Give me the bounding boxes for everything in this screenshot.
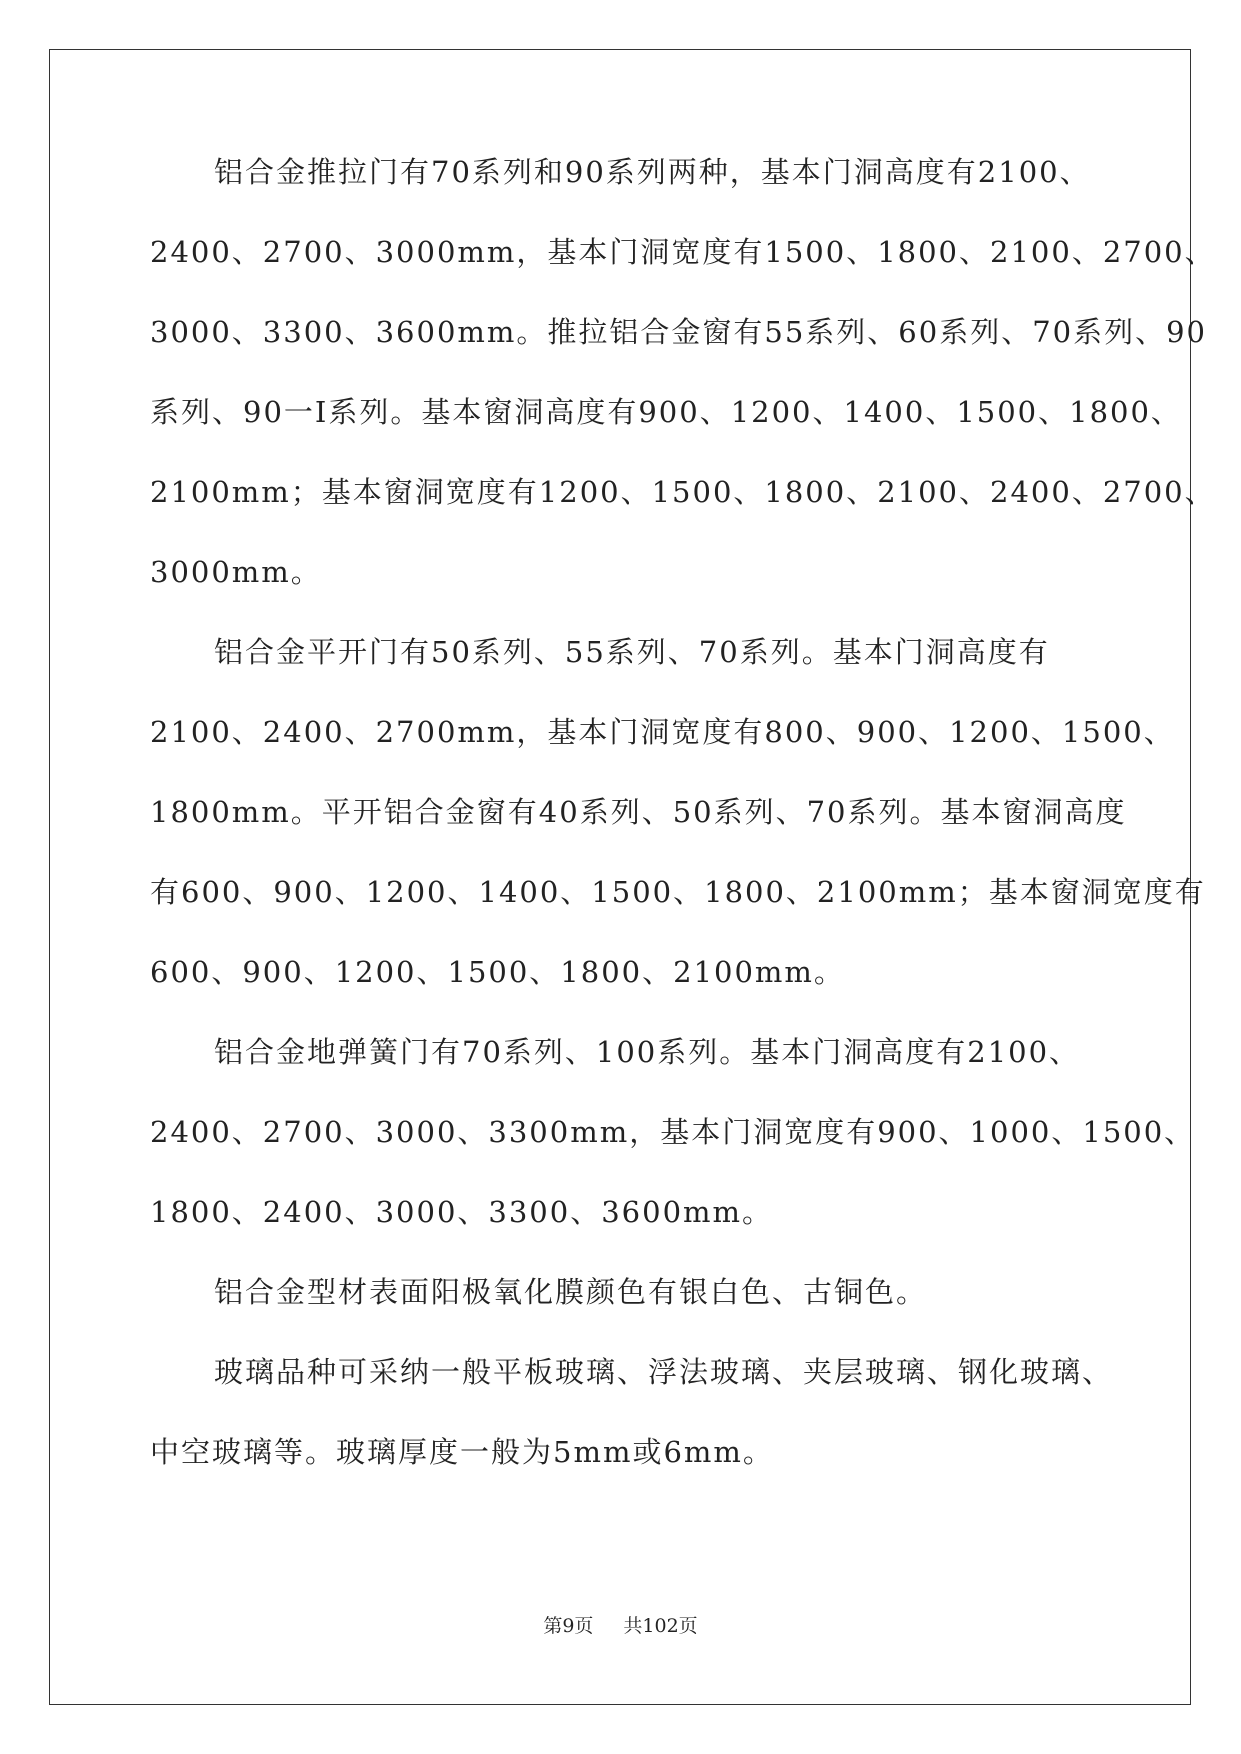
paragraph-2-line-4: 有600、900、1200、1400、1500、1800、2100mm；基本窗洞宽度有 — [150, 875, 1206, 909]
paragraph-5-line-1: 玻璃品种可采纳一般平板玻璃、浮法玻璃、夹层玻璃、钢化玻璃、 — [214, 1355, 1114, 1389]
paragraph-2-line-1: 铝合金平开门有50系列、55系列、70系列。基本门洞高度有 — [214, 635, 1050, 669]
paragraph-3-line-3: 1800、2400、3000、3300、3600mm。 — [150, 1195, 774, 1229]
paragraph-2-line-2: 2100、2400、2700mm，基本门洞宽度有800、900、1200、1500、 — [150, 715, 1175, 749]
paragraph-2-line-5: 600、900、1200、1500、1800、2100mm。 — [150, 955, 845, 989]
paragraph-4-line-1: 铝合金型材表面阳极氧化膜颜色有银白色、古铜色。 — [214, 1275, 928, 1309]
paragraph-2-line-3: 1800mm。平开铝合金窗有40系列、50系列、70系列。基本窗洞高度 — [150, 795, 1127, 829]
paragraph-1-line-6: 3000mm。 — [150, 555, 322, 589]
paragraph-3-line-2: 2400、2700、3000、3300mm，基本门洞宽度有900、1000、1500、 — [150, 1115, 1196, 1149]
paragraph-1-line-3: 3000、3300、3600mm。推拉铝合金窗有55系列、60系列、70系列、90 — [150, 315, 1208, 349]
paragraph-1-line-5: 2100mm；基本窗洞宽度有1200、1500、1800、2100、2400、2700、 — [150, 475, 1216, 509]
page-total: 共102页 — [623, 1615, 698, 1637]
paragraph-5-line-2: 中空玻璃等。玻璃厚度一般为5mm或6mm。 — [150, 1435, 774, 1469]
paragraph-1-line-2: 2400、2700、3000mm，基本门洞宽度有1500、1800、2100、2700、 — [150, 235, 1216, 269]
page-footer — [0, 1611, 1241, 1638]
paragraph-3-line-1: 铝合金地弹簧门有70系列、100系列。基本门洞高度有2100、 — [214, 1035, 1081, 1069]
paragraph-1-line-4: 系列、90一I系列。基本窗洞高度有900、1200、1400、1500、1800、 — [150, 395, 1182, 429]
paragraph-1-line-1: 铝合金推拉门有70系列和90系列两种，基本门洞高度有2100、 — [214, 155, 1091, 189]
page-number: 第9页 — [543, 1615, 594, 1637]
